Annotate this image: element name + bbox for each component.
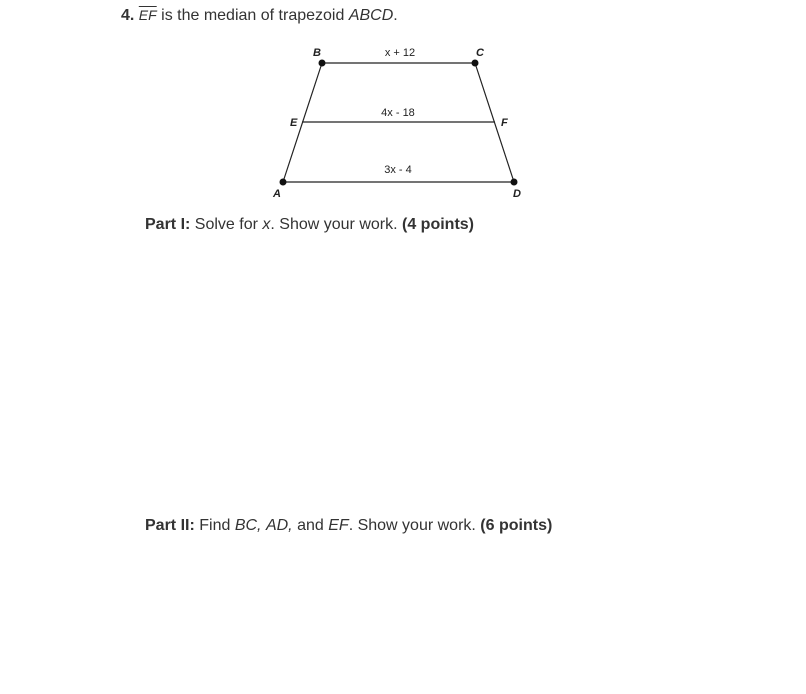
trapezoid-name: ABCD [348,7,394,24]
part-two-points: (6 points) [480,517,553,534]
part-two-seg-bc: BC, [234,517,262,534]
vertex-e-label: E [290,117,298,129]
part-two-seg-ef: EF [328,517,349,534]
bc-length-label: x + 12 [384,47,416,59]
vertex-d-dot [511,179,518,186]
part-two-label: Part II: [145,517,195,534]
part-two-and: and [297,517,324,534]
part-one-text-b: . Show your work. [270,216,398,233]
vertex-d-label: D [513,188,521,200]
vertex-b-label: B [313,47,321,59]
part-two-prompt [145,516,552,536]
part-two-text: Find [199,517,231,534]
part-one-prompt [145,215,474,235]
vertex-b-dot [319,60,326,67]
vertex-a-label: A [273,188,281,200]
median-segment-name: $\overline{EF}$ [138,7,157,23]
part-two-text-b: . Show your work. [348,517,476,534]
ad-length-label: 3x - 4 [384,164,412,176]
question-period: . [393,7,398,24]
vertex-c-label: C [476,47,484,59]
vertex-c-dot [472,60,479,67]
part-one-text: Solve for [194,216,258,233]
part-one-variable: x [262,216,271,233]
ef-length-label: 4x - 18 [381,107,415,119]
question-text: is the median of trapezoid [161,7,345,24]
part-one-label: Part I: [145,216,191,233]
vertex-a-dot [280,179,287,186]
question-number: 4. [121,7,135,24]
vertex-f-label: F [501,117,508,129]
part-one-points: (4 points) [402,216,474,233]
part-two-seg-ad: AD, [265,517,293,534]
